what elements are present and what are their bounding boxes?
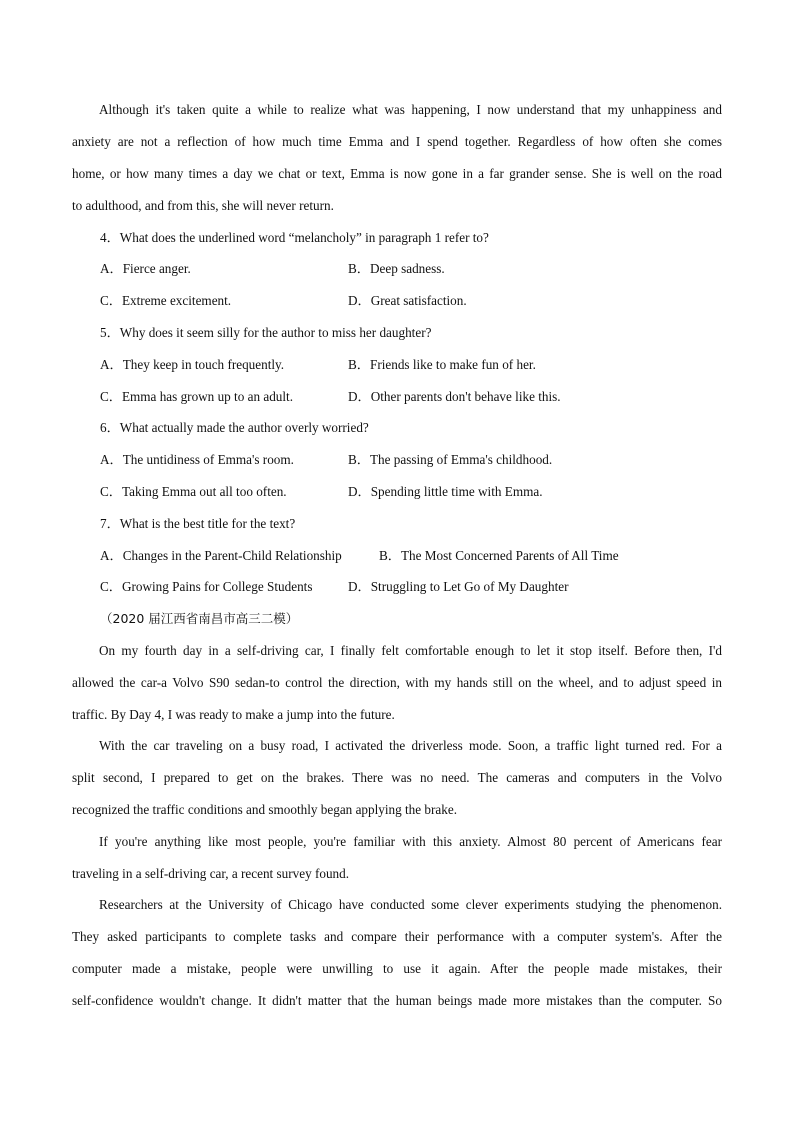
question-6-stem: 6．What actually made the author overly worried? [100, 420, 369, 435]
passage-b-p2-line-1: With the car traveling on a busy road, I activated the driverless mode. Soon, a traffic light turned red. For a [99, 738, 722, 753]
question-5-option-c: C．Emma has grown up to an adult. [100, 389, 294, 404]
passage-b-p2-line-2: split second, I prepared to get on the brakes. There was no need. The cameras and computers in the Volvo [72, 770, 722, 785]
passage-b-p1-line-2: allowed the car-a Volvo S90 sedan-to control the direction, with my hands still on the wheel, and to adjust speed in [72, 675, 722, 690]
question-7-option-a: A．Changes in the Parent-Child Relationship [100, 548, 342, 563]
question-7-option-c: C．Growing Pains for College Students [100, 579, 313, 594]
passage-b-p4-line-2: They asked participants to complete tasks and compare their performance with a computer system's. After the [72, 929, 722, 944]
passage-a-line-1: Although it's taken quite a while to realize what was happening, I now understand that my unhappiness and [99, 102, 722, 117]
question-5-option-b: B．Friends like to make fun of her. [348, 357, 536, 372]
question-4-option-c: C．Extreme excitement. [100, 293, 232, 308]
question-4-stem: 4．What does the underlined word “melancholy” in paragraph 1 refer to? [100, 230, 489, 245]
passage-b-p4-line-3: computer made a mistake, people were unwilling to use it again. After the people made mistakes, their [72, 961, 722, 976]
question-7-option-b: B．The Most Concerned Parents of All Time [379, 548, 619, 563]
passage-b-p1-line-1: On my fourth day in a self-driving car, I finally felt comfortable enough to let it stop itself. Before then, I'd [99, 643, 722, 658]
question-5-option-a: A．They keep in touch frequently. [100, 357, 285, 372]
passage-a-line-3: home, or how many times a day we chat or text, Emma is now gone in a far grander sense. She is well on the road [72, 166, 722, 181]
passage-b-p2-line-3: recognized the traffic conditions and smoothly began applying the brake. [72, 802, 458, 817]
passage-a-line-4: to adulthood, and from this, she will never return. [72, 198, 334, 213]
question-5-stem: 5．Why does it seem silly for the author to miss her daughter? [100, 325, 432, 340]
passage-b-p1-line-3: traffic. By Day 4, I was ready to make a jump into the future. [72, 707, 395, 722]
passage-b-p4-line-1: Researchers at the University of Chicago have conducted some clever experiments studying the phenomenon. [99, 897, 722, 912]
question-4-option-a: A．Fierce anger. [100, 261, 191, 276]
question-6-option-a: A．The untidiness of Emma's room. [100, 452, 294, 467]
question-6-option-b: B．The passing of Emma's childhood. [348, 452, 553, 467]
passage-a-line-2: anxiety are not a reflection of how much time Emma and I spend together. Regardless of how often she comes [72, 134, 722, 149]
source-note: （2020 届江西省南昌市高三二模） [100, 611, 299, 626]
passage-b-p3-line-1: If you're anything like most people, you're familiar with this anxiety. Almost 80 percent of Americans fear [99, 834, 722, 849]
question-4-option-d: D．Great satisfaction. [348, 293, 467, 308]
question-4-option-b: B．Deep sadness. [348, 261, 445, 276]
question-5-option-d: D．Other parents don't behave like this. [348, 389, 561, 404]
question-6-option-c: C．Taking Emma out all too often. [100, 484, 287, 499]
question-7-stem: 7．What is the best title for the text? [100, 516, 296, 531]
passage-b-p4-line-4: self-confidence wouldn't change. It didn't matter that the human beings made more mistakes than the computer. So [72, 993, 722, 1008]
passage-b-p3-line-2: traveling in a self-driving car, a recent survey found. [72, 866, 350, 881]
question-7-option-d: D．Struggling to Let Go of My Daughter [348, 579, 569, 594]
question-6-option-d: D．Spending little time with Emma. [348, 484, 543, 499]
